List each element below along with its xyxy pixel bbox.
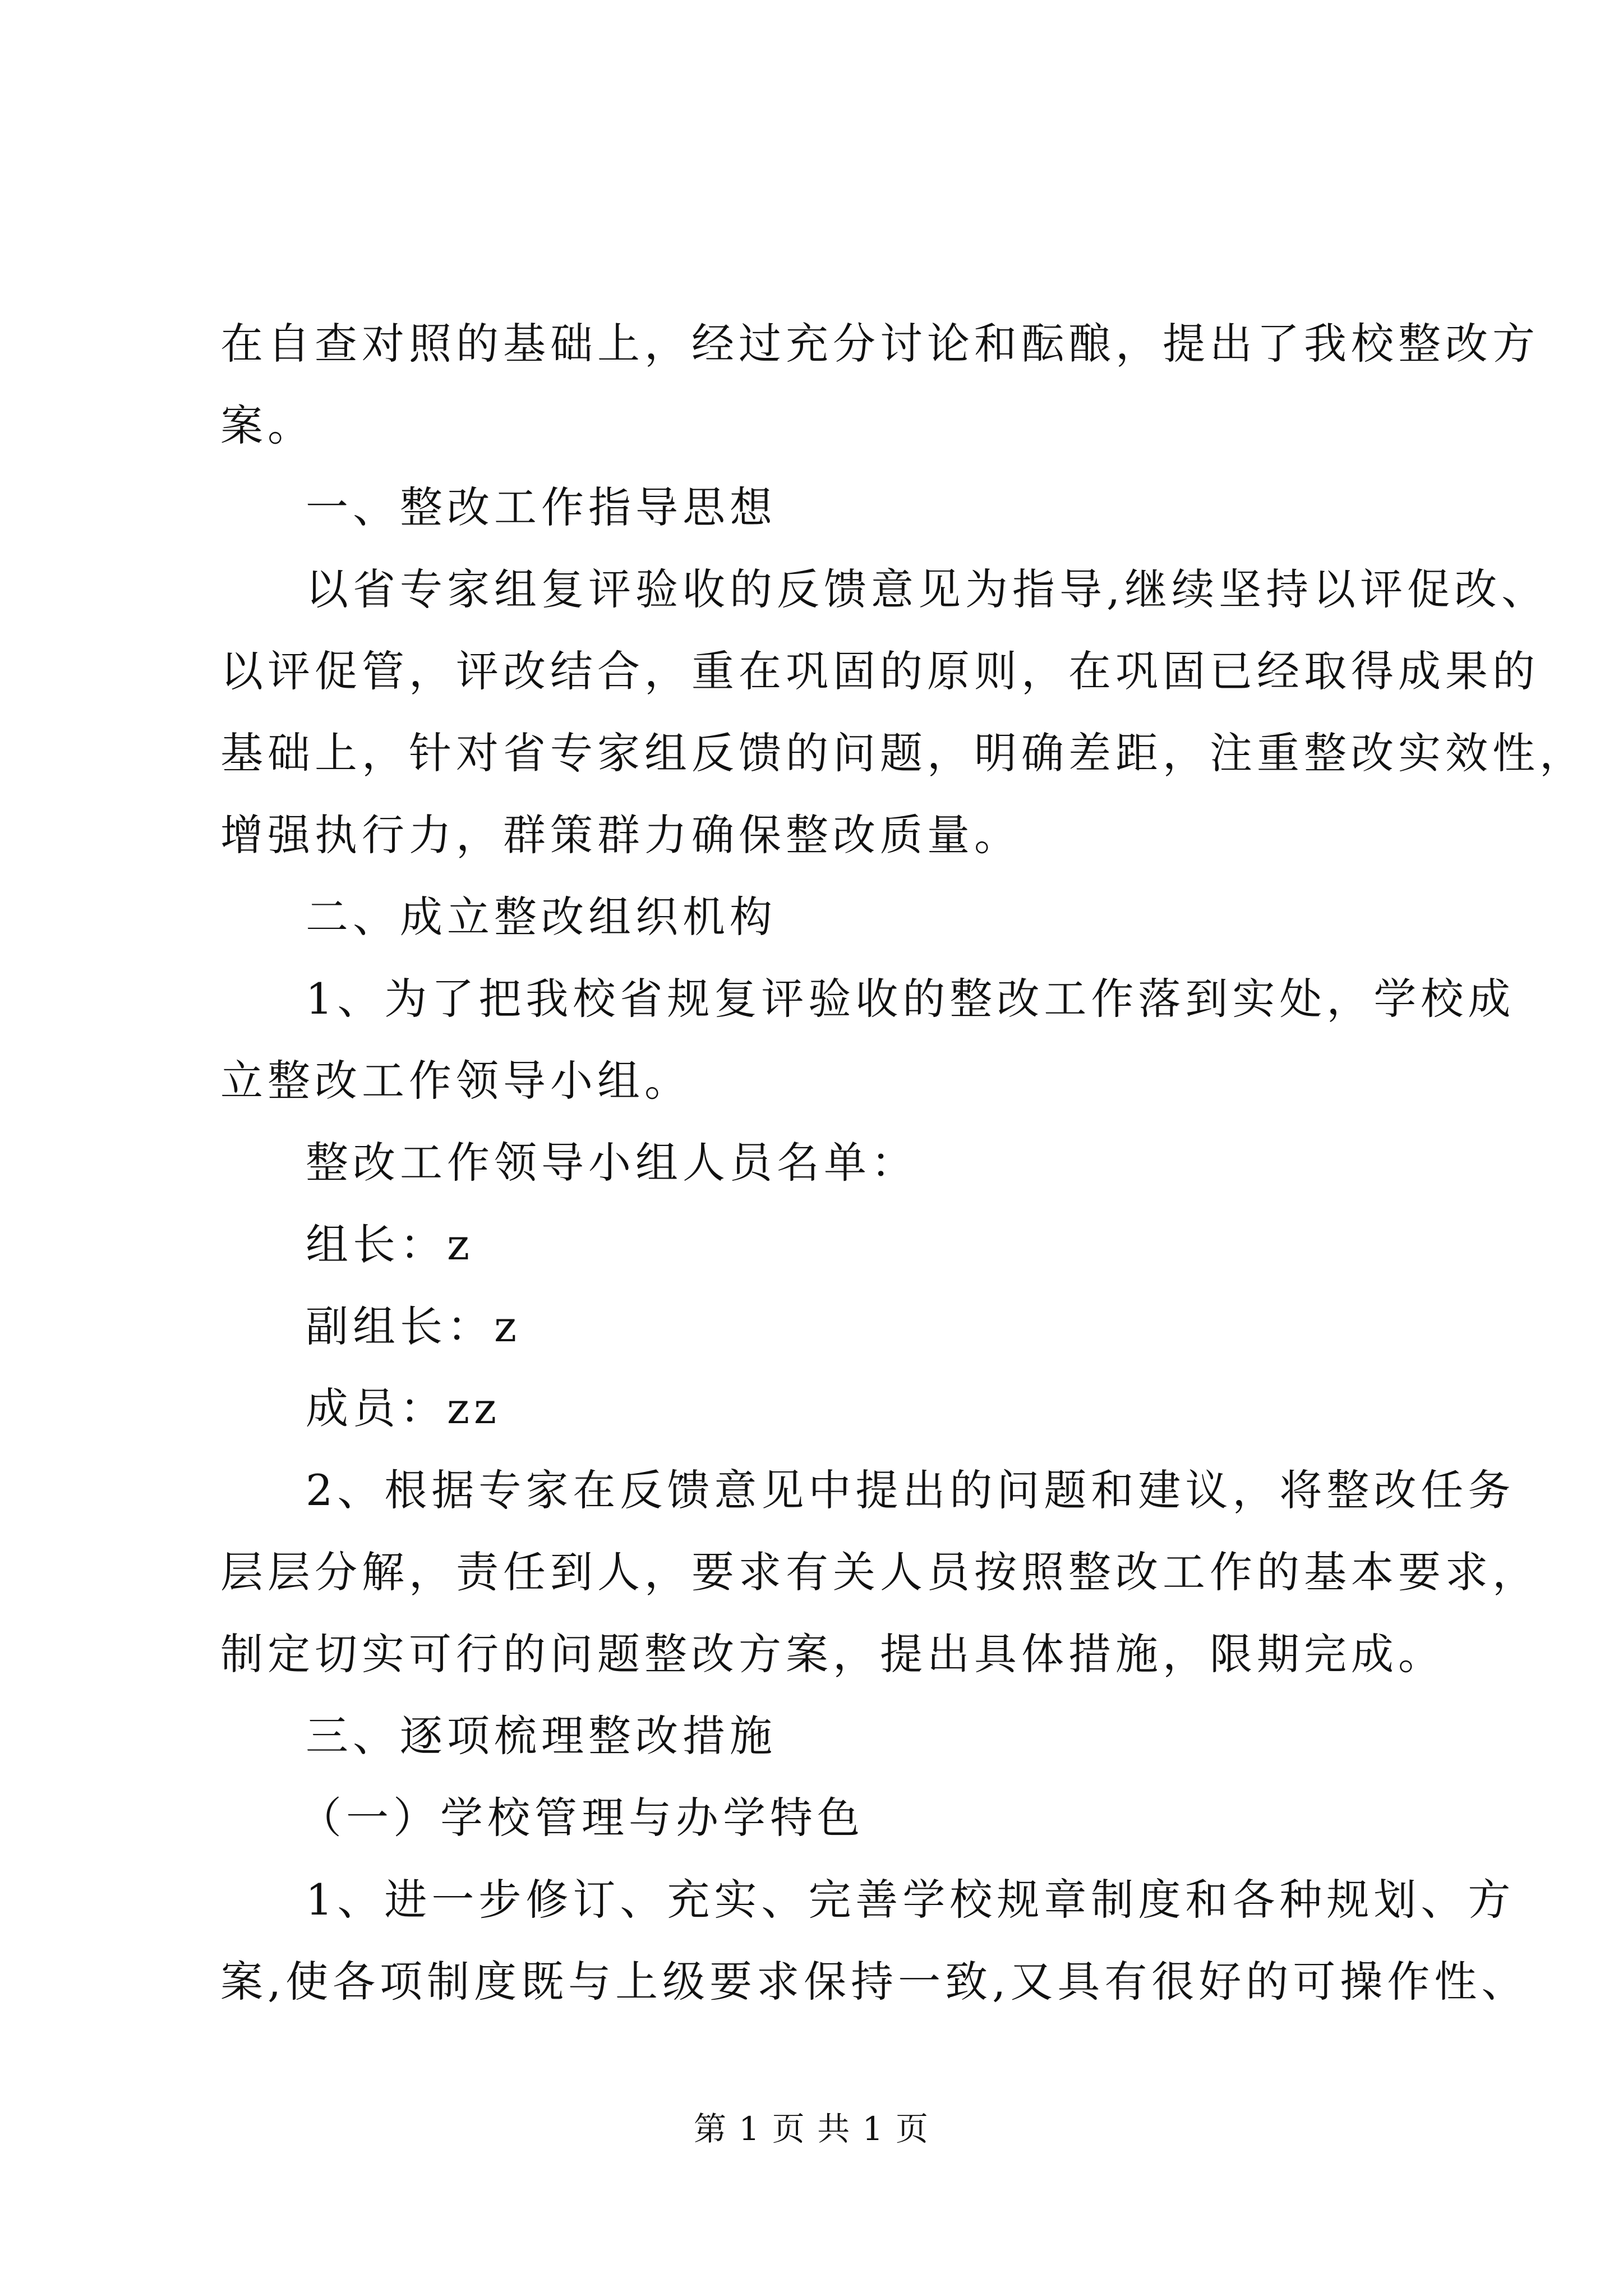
- paragraph-line: 组长：z: [306, 1220, 474, 1269]
- paragraph-line: 以省专家组复评验收的反馈意见为指导,继续坚持以评促改、: [306, 564, 1549, 614]
- section-heading: 二、成立整改组织机构: [306, 892, 777, 942]
- paragraph-line: 以评促管，评改结合，重在巩固的原则，在巩固已经取得成果的: [220, 646, 1539, 696]
- paragraph-line: 在自查对照的基础上，经过充分讨论和酝酿，提出了我校整改方: [220, 319, 1539, 369]
- paragraph-line: 1、进一步修订、充实、完善学校规章制度和各种规划、方: [306, 1875, 1515, 1925]
- paragraph-line: 基础上，针对省专家组反馈的问题，明确差距，注重整改实效性，: [220, 728, 1587, 778]
- paragraph-line: 1、为了把我校省规复评验收的整改工作落到实处，学校成: [306, 974, 1515, 1024]
- paragraph-line: 2、根据专家在反馈意见中提出的问题和建议，将整改任务: [306, 1465, 1515, 1515]
- paragraph-line: 案。: [220, 401, 315, 450]
- document-body: [220, 303, 1587, 2023]
- paragraph-line: 增强执行力，群策群力确保整改质量。: [220, 810, 1021, 860]
- section-heading: 一、整改工作指导思想: [306, 482, 777, 532]
- page-footer: 第 1 页 共 1 页: [694, 2110, 929, 2148]
- paragraph-line: 立整改工作领导小组。: [220, 1056, 691, 1106]
- paragraph-line: 制定切实可行的问题整改方案，提出具体措施，限期完成。: [220, 1629, 1445, 1679]
- paragraph-line: 副组长：z: [306, 1301, 522, 1351]
- paragraph-line: 层层分解，责任到人，要求有关人员按照整改工作的基本要求，: [220, 1547, 1539, 1597]
- paragraph-line: 整改工作领导小组人员名单：: [306, 1138, 918, 1188]
- paragraph-line: 成员：zz: [306, 1383, 501, 1433]
- section-heading: 三、逐项梳理整改措施: [306, 1711, 777, 1761]
- paragraph-line: 案,使各项制度既与上级要求保持一致,又具有很好的可操作性、: [220, 1957, 1529, 2007]
- subsection-heading: （一）学校管理与办学特色: [299, 1793, 864, 1843]
